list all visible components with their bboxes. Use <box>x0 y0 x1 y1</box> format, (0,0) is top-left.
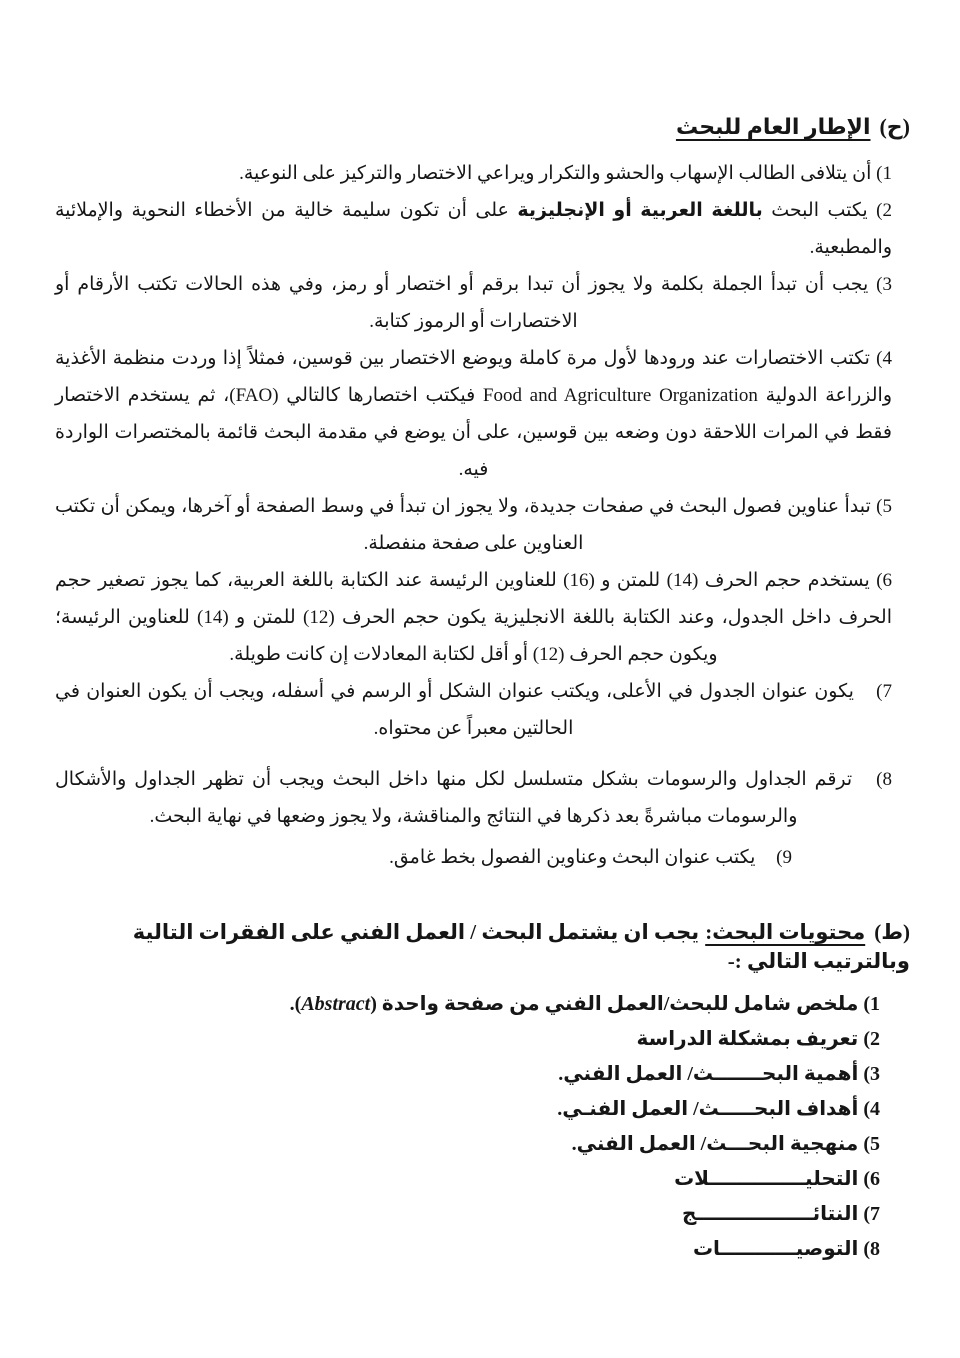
list-item <box>55 673 892 747</box>
item-number: 3) <box>868 273 892 295</box>
item-text: يكتب عنوان البحث وعناوين الفصول بخط غامق. <box>389 846 756 868</box>
list-item <box>55 562 892 673</box>
item-number: 6) <box>869 569 893 591</box>
item-text: يكون عنوان الجدول في الأعلى، ويكتب عنوان الشكل أو الرسم في أسفله، ويجب أن يكون العنوان في الحالتين معبراً عن محتواه. <box>55 680 854 739</box>
list-item <box>55 1057 880 1092</box>
section-h-title: الإطار العام للبحث <box>675 114 871 139</box>
item-number: 2) <box>867 199 892 221</box>
list-item <box>55 987 880 1022</box>
list-item <box>55 1197 880 1232</box>
list-item <box>55 266 892 340</box>
item-text: النتائـــــــــــــــــج <box>681 1202 859 1225</box>
item-text: تكتب الاختصارات عند ورودها لأول مرة كاملة ويوضع الاختصار بين قوسين، فمثلاً إذا وردت منظمة الأغذية والزراعة الدولية <box>55 347 893 406</box>
item-text: ملخص شامل للبحث/العمل الفني من صفحة واحدة ( <box>370 992 859 1015</box>
item-text: ترقم الجداول والرسومات بشكل متسلسل لكل منها داخل البحث ويجب أن تظهر الجداول والأشكال والرسومات مباشرةً بعد ذكرها في النتائج والمناقشة، ولا يجوز وضعها في نهاية البحث. <box>55 768 853 827</box>
item-number: 2) <box>858 1027 880 1050</box>
item-number: 7) <box>869 680 893 702</box>
item-text: Food and Agriculture Organization <box>482 384 758 406</box>
item-number: 5) <box>858 1132 880 1155</box>
item-number: 7) <box>858 1202 880 1225</box>
list-item <box>55 1232 880 1267</box>
section-t-title: محتويات البحث: <box>705 919 866 944</box>
item-text: أهداف البحـــــث/ العمل الفنـي. <box>557 1097 859 1120</box>
section-contents <box>55 918 910 1267</box>
item-text: أن يتلافى الطالب الإسهاب والحشو والتكرار ويراعي الاختصار والتركيز على النوعية. <box>239 162 872 184</box>
item-text: يجب أن تبدأ الجملة بكلمة ولا يجوز أن تبدا برقم أو اختصار أو رمز، وفي هذه الحالات تكتب الأرقام أو الاختصارات أو الرموز كتابة. <box>55 273 869 332</box>
list-item <box>55 192 892 266</box>
section-h-heading <box>55 112 910 143</box>
section-t-heading <box>55 918 910 977</box>
list-item <box>55 1162 880 1197</box>
item-text: تبدأ عناوين فصول البحث في صفحات جديدة، ولا يجوز ان تبدأ في وسط الصفحة أو آخرها، ويمكن أن تكتب العناوين على صفحة منفصلة. <box>55 495 871 554</box>
item-number: 9) <box>771 846 792 868</box>
section-t-list <box>55 987 910 1267</box>
section-h-marker: (ح) <box>879 114 910 139</box>
section-general-frame <box>55 112 910 876</box>
item-text: التوصيـــــــــــات <box>692 1237 859 1260</box>
item-number: 5) <box>870 495 893 517</box>
item-text: منهجية البحـــث/ العمل الفني. <box>571 1132 859 1155</box>
list-item <box>55 1092 880 1127</box>
item-text: يكتب البحث <box>762 199 868 221</box>
item-number: 3) <box>858 1062 880 1085</box>
item-number: 1) <box>871 162 892 184</box>
list-item <box>55 488 892 562</box>
item-text: على أن تكون سليمة خالية من الأخطاء النحوية والإملائية والمطبعية. <box>55 199 892 258</box>
item-text: Abstract <box>301 992 371 1015</box>
item-text: فيكتب اختصارها كالتالي (FAO)، ثم يستخدم الاختصار فقط في المرات اللاحقة دون وضعه بين قوسين، على أن يوضع في مقدمة البحث قائمة بالمختصرات الواردة فيه. <box>55 384 892 480</box>
list-item <box>55 761 892 835</box>
item-number: 4) <box>858 1097 880 1120</box>
item-number: 6) <box>858 1167 880 1190</box>
section-t-marker: (ط) <box>874 919 910 944</box>
item-text: التحليــــــــــــــلات <box>674 1167 859 1190</box>
list-item <box>55 340 892 488</box>
item-number: 8) <box>858 1237 880 1260</box>
list-item <box>55 1127 880 1162</box>
list-item <box>55 839 892 876</box>
list-item <box>55 1022 880 1057</box>
item-number: 4) <box>869 347 893 369</box>
item-text: باللغة العربية أو الإنجليزية <box>517 199 763 221</box>
item-text: يستخدم حجم الحرف (14) للمتن و (16) للعناوين الرئيسة عند الكتابة باللغة العربية، كما يجوز تصغير حجم الحرف داخل الجدول، وعند الكتابة باللغة الانجليزية يكون حجم الحرف (12) للمتن و (14) للعناوين الرئيسة؛ ويكون حجم الحرف (12) أو أقل لكتابة المعادلات إن كانت طويلة. <box>55 569 893 665</box>
section-h-list <box>55 155 910 876</box>
item-text: أهمية البحـــــــث/ العمل الفني. <box>558 1062 859 1085</box>
item-text: ). <box>289 992 302 1015</box>
section-t-intro: يجب ان يشتمل البحث / العمل الفني على الفقرات التالية وبالترتيب التالي :- <box>132 919 910 974</box>
item-text: تعريف بمشكلة الدراسة <box>636 1027 859 1050</box>
list-item <box>55 155 892 192</box>
item-number: 1) <box>858 992 880 1015</box>
item-number: 8) <box>868 768 893 790</box>
